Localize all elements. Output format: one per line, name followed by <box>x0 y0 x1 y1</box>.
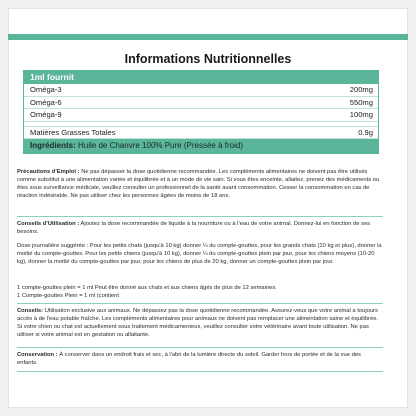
table-row-omega-6 <box>24 97 378 110</box>
advice-section <box>17 307 383 339</box>
nutrient-value: 100mg <box>349 110 373 120</box>
table-header: 1ml fournit <box>24 71 378 84</box>
table-row-omega-3 <box>24 84 378 97</box>
section-divider <box>17 216 383 217</box>
nutrient-name: Oméga-6 <box>30 97 62 107</box>
precautions-section <box>17 168 383 200</box>
nutrient-value: 0.9g <box>358 127 373 137</box>
dosage-section <box>17 242 383 266</box>
section-divider <box>17 371 383 372</box>
dosage-text: Dose journalière suggérée : Pour les petits chats (jusqu'à 10 kg) donner ¼ du compte-gouttes, pour les grands chats (10 kg et plus), donner la moitié du compte-gouttes. Pour les petits chiens (jusqu'à 10 kg), donner ¼ du compte-gouttes plein par jour, pour les chiens moyens (10-20 kg), donner la moitié du compte-gouttes par jour, pour les chiens de plus de 20 kg, donner un compte-gouttes plein par jour. <box>17 243 382 266</box>
section-divider <box>17 347 383 348</box>
nutrient-value: 550mg <box>349 97 373 107</box>
storage-section <box>17 351 383 367</box>
nutrient-name: Oméga-9 <box>30 110 62 120</box>
section-divider <box>17 303 383 304</box>
nutrient-value: 200mg <box>349 85 373 95</box>
dropper-line-1: 1 compte-gouttes plein = 1 ml Peut être donné aux chats et aux chiens âgés de plus de 12 semaines. <box>17 285 277 291</box>
nutrient-name: Matières Grasses Totales <box>30 127 116 137</box>
storage-text: À conserver dans un endroit frais et sec, à l'abri de la lumière directe du soleil. Garder hors de portée et de la vue des enfants. <box>17 352 361 367</box>
precautions-text: Ne pas dépasser la dose quotidienne recommandée. Les compléments alimentaires ne doivent pas être utilisés comme substitut à une alimentation variée et équilibrée et à un mode de vie sain. Si vous êtes enceinte, allaitez, prenez des médicaments ou êtes sous surveillance médicale, veuillez consulter un professionnel de la santé avant consommation. Cesser la consommation en cas de réaction indésirable. Ne pas utiliser chez les personnes âgées de moins de 18 ans. <box>17 169 380 200</box>
storage-label: Conservation : <box>17 352 58 358</box>
label-card <box>8 8 408 408</box>
usage-section <box>17 220 383 236</box>
table-row-total-fat <box>24 127 378 140</box>
ingredients-row <box>24 139 378 153</box>
dropper-section <box>17 284 383 300</box>
top-accent-bar <box>8 34 408 40</box>
usage-label: Conseils d'Utilisation : <box>17 221 80 227</box>
advice-label: Conseils: <box>17 308 44 314</box>
nutrient-name: Oméga-3 <box>30 85 62 95</box>
ingredients-value: Huile de Chanvre 100% Pure (Pressée à froid) <box>75 141 243 150</box>
nutrition-table <box>23 70 379 154</box>
dropper-line-2: 1 Compte-gouttes Plein = 1 ml (contient <box>17 293 119 300</box>
usage-text: Ajoutez la dose recommandée de liquide à la nourriture ou à l'eau de votre animal. Donnez-lui en fonction de ses besoins. <box>17 221 371 236</box>
ingredients-label: Ingrédients: <box>30 141 76 150</box>
table-row-omega-9 <box>24 109 378 122</box>
precautions-label: Précautions d'Emploi : <box>17 169 80 175</box>
page-title: Informations Nutritionnelles <box>124 52 292 66</box>
advice-text: Utilisation exclusive aux animaux. Ne dépassez pas la dose quotidienne recommandée. Assurez-vous que votre animal a toujours accès à de l'eau potable fraîche. Les compléments alimentaires pour animaux ne doivent pas remplacer une alimentation saine et équilibrée. Si votre chien ou chat est actuellement sous traitement médicamenteux, veuillez consulter votre vétérinaire avant toute utilisation. Ne pas utiliser si votre animal est en gestation ou allaitante. <box>17 308 379 339</box>
